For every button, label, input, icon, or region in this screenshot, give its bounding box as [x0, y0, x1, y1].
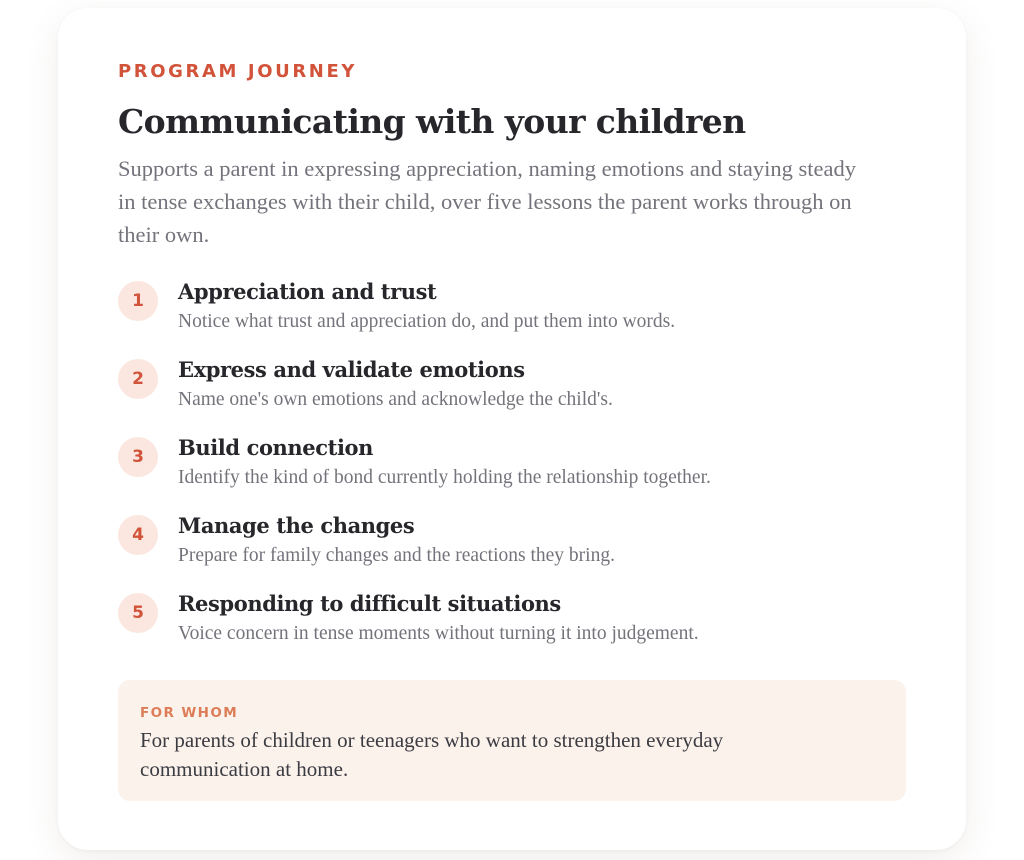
program-card [58, 8, 966, 850]
lesson-title: Manage the changes [178, 513, 415, 538]
lesson-description: Notice what trust and appreciation do, and put them into words. [178, 311, 676, 332]
lesson-list [118, 278, 906, 668]
lesson-number-badge: 4 [118, 515, 158, 555]
lesson-description: Voice concern in tense moments without turning it into judgement. [178, 623, 699, 644]
audience-text: For parents of children or teenagers who want to strengthen everyday communication at home. [140, 728, 724, 781]
lesson-title: Appreciation and trust [178, 279, 437, 304]
lesson-number-badge: 5 [118, 593, 158, 633]
audience-label: FOR WHOM [140, 705, 239, 721]
lesson-title: Responding to difficult situations [178, 591, 561, 616]
audience-box [118, 680, 906, 801]
lesson-description: Identify the kind of bond currently holding the relationship together. [178, 467, 711, 488]
lesson-number-badge: 2 [118, 359, 158, 399]
program-title: Communicating with your children [118, 102, 746, 141]
lesson-title: Express and validate emotions [178, 357, 525, 382]
lesson-number-badge: 1 [118, 281, 158, 321]
lesson-item [118, 434, 906, 512]
program-description: Supports a parent in expressing appreciation, naming emotions and staying steady in tense exchanges with their child, over five lessons the parent works through on their own. [118, 156, 856, 247]
lesson-number-badge: 3 [118, 437, 158, 477]
lesson-title: Build connection [178, 435, 373, 460]
lesson-item [118, 278, 906, 356]
lesson-item [118, 512, 906, 590]
lesson-description: Prepare for family changes and the reactions they bring. [178, 545, 615, 566]
lesson-item [118, 590, 906, 668]
lesson-item [118, 356, 906, 434]
program-eyebrow: PROGRAM JOURNEY [118, 61, 357, 82]
lesson-description: Name one's own emotions and acknowledge the child's. [178, 389, 613, 410]
